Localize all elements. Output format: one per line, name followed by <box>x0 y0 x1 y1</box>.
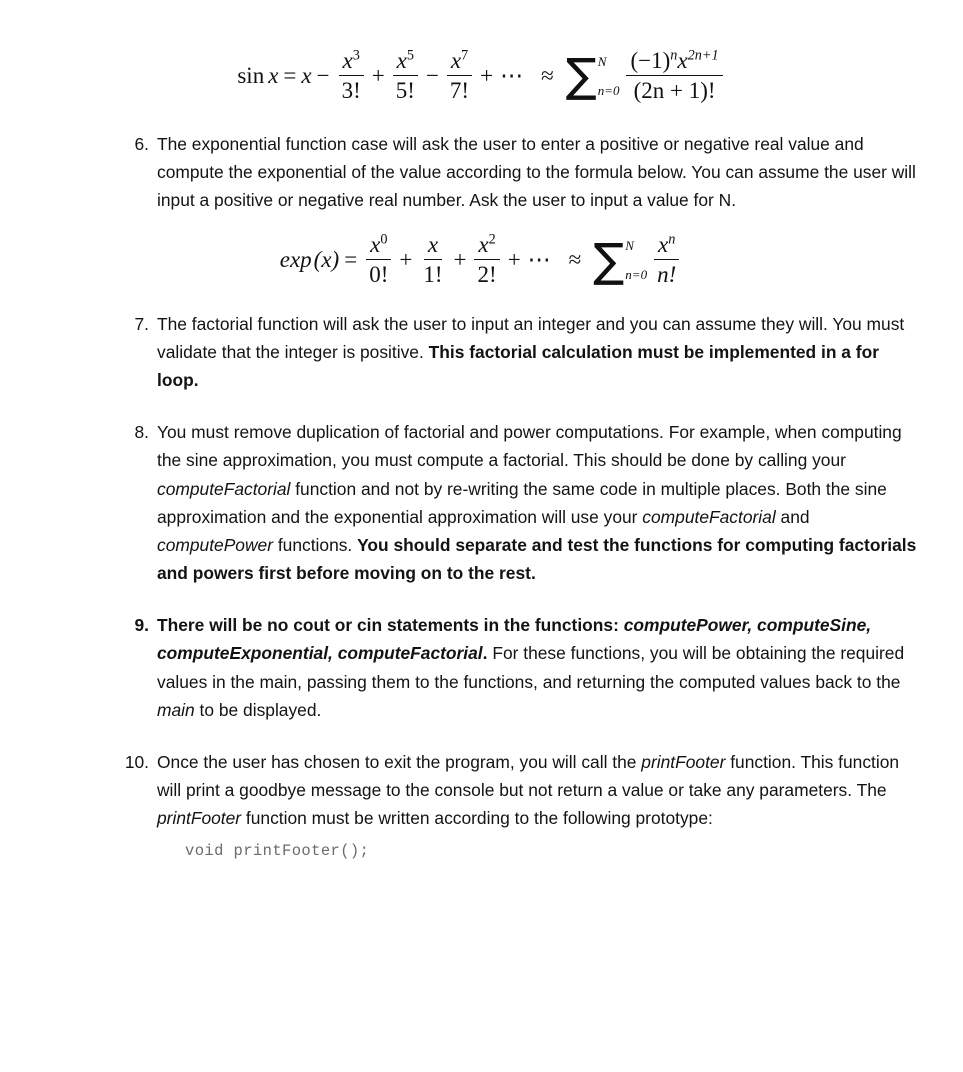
exp-ellipsis: ⋯ <box>527 247 552 273</box>
exp-fraction-1-numerator: $x^0$ <box>366 232 391 260</box>
sine-fraction-2-denominator: 5! <box>395 77 415 103</box>
exp-arg-open: ( <box>313 247 322 273</box>
sine-fraction-1 <box>338 48 365 104</box>
exp-fraction-3-denominator: 2! <box>477 261 497 287</box>
text-segment: For these functions, you will be obtaining the required values in the main, passing them to the functions, and returning the computed values back to the <box>157 643 905 692</box>
exp-sum-fraction <box>653 232 680 288</box>
exp-sum-denominator: n! <box>657 261 677 287</box>
sigma-icon: ∑ <box>565 48 597 103</box>
exp-sum-upper-limit: N <box>625 237 634 253</box>
sine-ellipsis: ⋯ <box>500 63 525 89</box>
text-segment: . <box>482 643 488 664</box>
sine-fraction-2-numerator: $x^5$ <box>393 48 418 76</box>
code-prototype-print-footer: void printFooter(); <box>185 841 370 860</box>
sine-term-x: x <box>301 63 312 89</box>
exp-fn-name: exp <box>279 247 312 273</box>
text-segment: There will be no cout or cin statements in the functions: <box>157 615 624 636</box>
exp-plus-3: + <box>507 247 521 273</box>
text-segment: computePower, computeSine, computeExponential, computeFactorial <box>157 615 872 664</box>
sine-sum-fraction <box>626 48 722 104</box>
text-segment: and <box>775 506 810 527</box>
list-item-text <box>157 314 904 390</box>
text-segment: functions. <box>273 534 358 555</box>
text-segment: to be displayed. <box>194 699 322 720</box>
text-segment: main <box>157 699 195 720</box>
formula-sine-taylor-series <box>0 48 963 104</box>
text-segment: function. This function will print a goodbye message to the console but not return a value or take any parameters. The <box>157 752 900 801</box>
exponential-equation <box>280 232 684 288</box>
text-segment: The factorial function will ask the user to input an integer and you can assume they will. You must validate that the integer is positive. <box>157 313 905 362</box>
text-segment: function must be written according to the following prototype: <box>241 808 713 829</box>
task-list-continued <box>0 310 963 864</box>
sine-fn-name: sin <box>237 63 265 89</box>
sine-fraction-2 <box>392 48 419 104</box>
sine-sum-numerator: $(-1)^nx^{2n+1}$ <box>626 48 722 76</box>
exp-fraction-3 <box>474 232 501 288</box>
list-item-text <box>157 134 916 210</box>
list-item-text <box>157 422 916 583</box>
sine-minus-2: − <box>425 63 439 89</box>
exp-sum-numerator: $x^n$ <box>654 232 679 260</box>
exp-summation-limits <box>625 237 647 283</box>
exp-sum-lower-limit: n=0 <box>625 266 648 282</box>
sine-summation-limits <box>598 53 620 99</box>
sine-sum-lower-limit: n=0 <box>597 82 620 98</box>
exp-fraction-3-numerator: $x^2$ <box>474 232 499 260</box>
list-item-number: 7. <box>134 313 149 334</box>
list-item-number: 8. <box>134 422 149 443</box>
text-segment: computePower <box>157 534 273 555</box>
sigma-icon: ∑ <box>593 232 625 287</box>
text-segment: This factorial calculation must be implemented in a for loop. <box>157 341 879 390</box>
sine-minus-1: − <box>316 63 330 89</box>
exp-equals-sign: = <box>344 247 358 273</box>
sine-sum-denominator: (2n + 1)! <box>633 77 716 103</box>
sine-fraction-3 <box>446 48 473 104</box>
list-item-text <box>157 752 899 828</box>
sine-fraction-3-numerator: $x^7$ <box>447 48 472 76</box>
exp-fraction-1 <box>365 232 392 288</box>
sine-fraction-1-denominator: 3! <box>341 77 361 103</box>
sine-equation <box>237 48 725 104</box>
exp-arg-close: ) <box>331 247 340 273</box>
sine-summation <box>565 48 620 103</box>
formula-exponential-taylor-series <box>0 232 963 288</box>
sine-fraction-1-numerator: $x^3$ <box>339 48 364 76</box>
sine-equals-sign: = <box>283 63 297 89</box>
exp-fn-arg: x <box>321 247 332 273</box>
text-segment: You should separate and test the functions for computing factorials and powers first before moving on to the rest. <box>157 534 917 584</box>
list-item <box>112 310 963 395</box>
list-item-number: 10. <box>124 752 149 772</box>
list-item <box>112 748 963 864</box>
list-item <box>112 611 963 724</box>
task-list <box>0 130 963 215</box>
sine-plus-1: + <box>371 63 385 89</box>
list-item-text <box>157 615 904 720</box>
text-segment: function and not by re-writing the same code in multiple places. Both the sine approximation and the exponential approximation will use your <box>157 478 887 527</box>
text-segment: printFooter <box>641 752 726 772</box>
list-item <box>112 130 963 215</box>
sine-plus-2: + <box>480 63 494 89</box>
exp-plus-2: + <box>453 247 467 273</box>
text-segment: Once the user has chosen to exit the program, you will call the <box>157 752 642 772</box>
exp-fraction-2 <box>419 232 446 288</box>
sine-fn-arg: x <box>268 63 279 89</box>
text-segment: computeFactorial <box>157 478 291 499</box>
text-segment: computeFactorial <box>642 506 776 527</box>
exp-fraction-2-numerator: x <box>424 232 442 260</box>
text-segment: printFooter <box>157 808 242 829</box>
text-segment: You must remove duplication of factorial and power computations. For example, when computing the sine approximation, you must compute a factorial. This should be done by calling your <box>157 422 902 471</box>
exp-approx-sign: ≈ <box>568 247 582 273</box>
sine-approx-sign: ≈ <box>541 63 554 89</box>
exp-plus-1: + <box>399 247 413 273</box>
list-item <box>112 418 963 587</box>
sine-fraction-3-denominator: 7! <box>449 77 470 103</box>
list-item-number: 9. <box>134 615 149 636</box>
exp-fraction-1-denominator: 0! <box>369 261 389 287</box>
sine-sum-upper-limit: N <box>597 53 607 69</box>
exp-summation <box>593 232 648 287</box>
exp-fraction-2-denominator: 1! <box>423 261 443 287</box>
list-item-number: 6. <box>134 133 149 154</box>
document-page <box>0 48 963 1072</box>
text-segment: The exponential function case will ask the user to enter a positive or negative real value and compute the exponential of the value according to the formula below. You can assume the user will input a positive or negative real number. Ask the user to input a value for N. <box>157 133 916 210</box>
